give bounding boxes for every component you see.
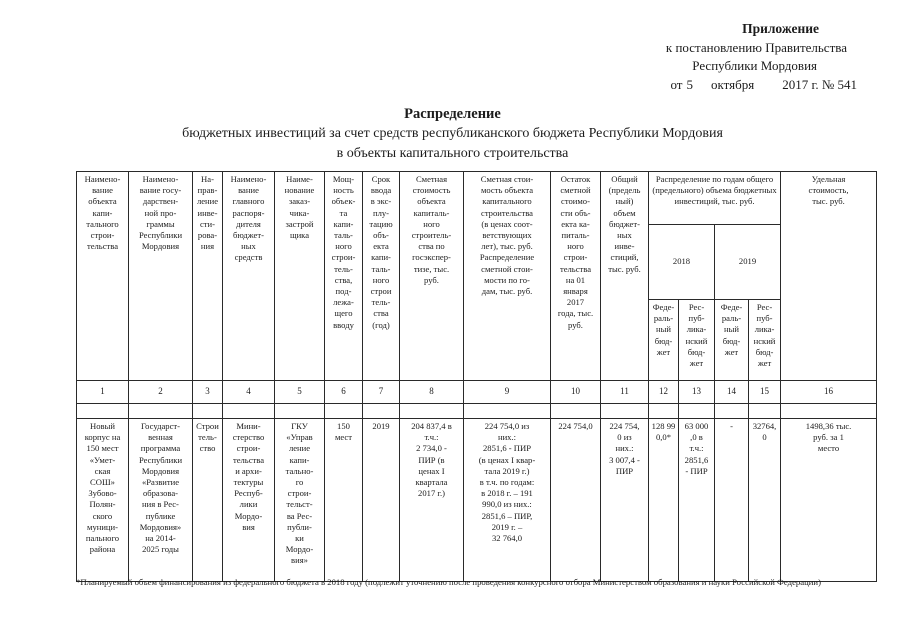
column-number: 2 [129,381,193,404]
header-chief-manager: Наимено- вание главного распоря- дителя бюджет- ных средств [223,172,275,381]
document-subtitle-1: бюджетных инвестиций за счет средств республиканского бюджета Республики Мордовия [182,126,723,141]
column-number: 13 [679,381,715,404]
column-number: 3 [193,381,223,404]
cell-customer: ГКУ «Управ ление капи- тально- го строи- тельст- ва Рес- публи- ки Мордо- вия» [275,419,325,582]
cell-estimated-cost: 204 837,4 в т.ч.: 2 734,0 - ПИР (в ценах I квартала 2017 г.) [400,419,464,582]
column-number: 1 [77,381,129,404]
date-of: от [670,76,683,92]
header-distribution-by-years: Распределение по годам общего (предельного) объема бюджетных инвестиций, тыс. руб. [649,172,781,225]
footnote: *Планируемый объем финансирования из федерального бюджета в 2018 году (подлежит уточнению после проведения конкурсного отбора Министерством образования и науки Российской Федерации) [76,577,821,587]
cell-commissioning-year: 2019 [363,419,400,582]
cell-2019-federal: - [715,419,749,582]
column-number: 6 [325,381,363,404]
cell-capacity: 150 мест [325,419,363,582]
date-day: 5 [686,76,693,92]
decree-number: № 541 [821,76,857,92]
column-number: 8 [400,381,464,404]
appendix-line-1: к постановлению Правительства [665,39,847,55]
cell-chief-manager: Мини- стерство строи- тельства и архи- тектуры Респуб- лики Мордо- вия [223,419,275,582]
header-2019-federal: Феде- раль- ный бюд- жет [715,300,749,381]
column-number: 10 [551,381,601,404]
table-row [77,419,877,582]
appendix-line-2: Республики Мордовия [692,58,817,74]
appendix-date [557,76,857,95]
column-number: 14 [715,381,749,404]
cell-2018-federal: 128 99 0,0* [649,419,679,582]
header-total-investment: Общий (предель ный) объем бюджет- ных инве- стиций, тыс. руб. [601,172,649,381]
header-remaining-cost: Остаток сметной стоимо- сти объ- екта ка- питаль- ного строи- тельства на 01 января 2017 года, тыс. руб. [551,172,601,381]
header-program-name: Наимено- вание госу- дарствен- ной про- граммы Республики Мордовия [129,172,193,381]
cell-program-name: Государст- венная программа Республики Мордовия «Развитие образова- ния в Рес- публике Мордовия» на 2014- 2025 годы [129,419,193,582]
date-month: октября [710,76,755,92]
cell-unit-cost: 1498,36 тыс. руб. за 1 место [781,419,877,582]
document-heading [0,104,905,164]
document-title: Распределение [404,106,501,122]
header-direction: На- прав- ление инве- сти- рова- ния [193,172,223,381]
cell-estimated-cost-by-years: 224 754,0 из них.: 2851,6 - ПИР (в ценах I квар- тала 2019 г.) в т.ч. по годам: в 2018 г. – 191 990,0 из них.: 2851,6 – ПИР, 2019 г. – 32 764,0 [464,419,551,582]
column-number: 9 [464,381,551,404]
header-2018-republican: Рес- пуб- лика- нский бюд- жет [679,300,715,381]
column-number: 5 [275,381,325,404]
investment-table [76,171,877,582]
cell-2018-republican: 63 000 ,0 в т.ч.: 2851,6 - ПИР [679,419,715,582]
header-object-name: Наимено- вание объекта капи- тального строи- тельства [77,172,129,381]
cell-direction: Строи тель- ство [193,419,223,582]
header-customer: Наиме- нование заказ- чика- застрой щика [275,172,325,381]
header-year-2018: 2018 [649,225,715,300]
header-commissioning-year: Срок ввода в экс- плу- тацию объ- екта капи- таль- ного строи тель- ства (год) [363,172,400,381]
header-year-2019: 2019 [715,225,781,300]
date-year: 2017 г. [782,76,819,92]
appendix-block [557,20,857,94]
header-estimated-cost-by-years: Сметная стои- мость объекта капитального строительства (в ценах соот- ветствующих лет), тыс. руб. Распределение сметной стои- мости по го- дам, тыс. руб. [464,172,551,381]
cell-total-investment: 224 754, 0 из них.: 3 007,4 - ПИР [601,419,649,582]
cell-2019-republican: 32764, 0 [749,419,781,582]
column-number: 12 [649,381,679,404]
column-number: 4 [223,381,275,404]
column-number: 11 [601,381,649,404]
header-2019-republican: Рес- пуб- лика- нский бюд- жет [749,300,781,381]
cell-remaining-cost: 224 754,0 [551,419,601,582]
spacer-row [77,404,877,419]
column-number: 15 [749,381,781,404]
header-estimated-cost: Сметная стоимость объекта капиталь- ного строитель- ства по госэкспер- тизе, тыс. руб. [400,172,464,381]
header-unit-cost: Удельная стоимость, тыс. руб. [781,172,877,381]
document-subtitle-2: в объекты капитального строительства [336,146,569,161]
header-2018-federal: Феде- раль- ный бюд- жет [649,300,679,381]
column-number: 7 [363,381,400,404]
appendix-title: Приложение [742,21,819,36]
cell-object-name: Новый корпус на 150 мест «Умет- ская СОШ» Зубово- Полян- ского муници- пального района [77,419,129,582]
column-numbers-row [77,381,877,404]
header-capacity: Мощ- ность объек- та капи- таль- ного строи- тель- ства, под- лежа- щего вводу [325,172,363,381]
column-number: 16 [781,381,877,404]
